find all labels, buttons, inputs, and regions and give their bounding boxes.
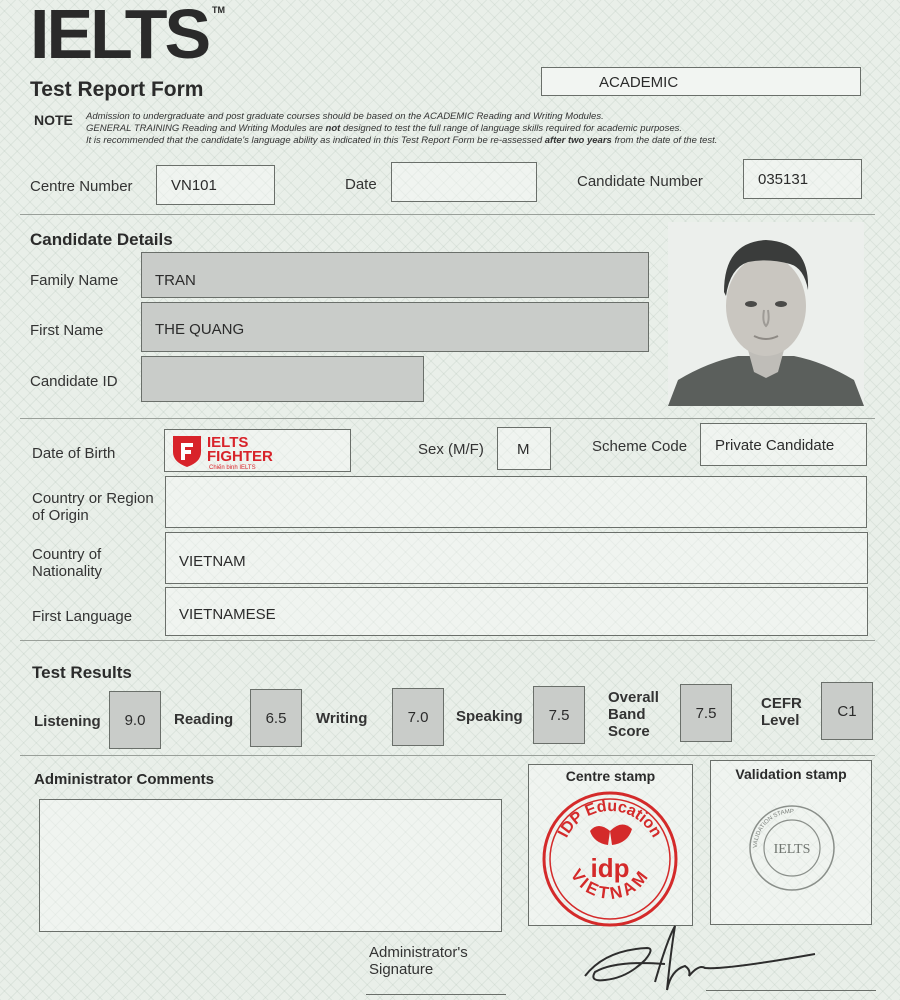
validation-ring-text: VALIDATION STAMP bbox=[752, 808, 794, 849]
first-name-label: First Name bbox=[30, 322, 104, 339]
nationality-label: Country of Nationality bbox=[32, 546, 103, 580]
dob-label: Date of Birth bbox=[32, 445, 116, 462]
validation-stamp-box bbox=[710, 760, 872, 925]
validation-seal bbox=[747, 803, 837, 893]
speaking-value: 7.5 bbox=[548, 706, 570, 724]
candidate-details-title: Candidate Details bbox=[30, 230, 173, 249]
family-name-label: Family Name bbox=[30, 272, 119, 289]
centre-number-value: VN101 bbox=[171, 177, 217, 194]
candidate-number-box bbox=[743, 159, 862, 199]
logo-line-1: IELTS bbox=[207, 434, 249, 451]
reading-score bbox=[250, 689, 302, 747]
sex-value: M bbox=[517, 441, 530, 458]
cefr-score bbox=[821, 682, 873, 740]
date-box bbox=[391, 162, 537, 202]
module-value: ACADEMIC bbox=[599, 74, 679, 91]
overall-label: Overall Band Score bbox=[608, 689, 659, 740]
centre-stamp-label: Centre stamp bbox=[565, 768, 656, 784]
idp-stamp bbox=[540, 787, 680, 927]
family-name-box bbox=[141, 252, 649, 298]
validation-center-text: IELTS bbox=[773, 842, 811, 857]
ielts-fighter-logo bbox=[171, 434, 291, 470]
sex-label: Sex (M/F) bbox=[418, 441, 484, 458]
idp-top-text: IDP Education bbox=[555, 797, 665, 841]
logo-tagline: Chiến binh IELTS bbox=[209, 465, 256, 471]
candidate-id-box bbox=[141, 356, 424, 402]
centre-stamp-box bbox=[528, 764, 693, 926]
family-name-value: TRAN bbox=[155, 272, 196, 289]
scheme-code-value: Private Candidate bbox=[715, 437, 835, 454]
speaking-label: Speaking bbox=[456, 708, 523, 725]
admin-comments-box bbox=[39, 799, 502, 932]
validation-stamp-label: Validation stamp bbox=[735, 766, 847, 782]
nationality-box bbox=[165, 532, 868, 584]
writing-value: 7.0 bbox=[407, 708, 429, 726]
candidate-photo bbox=[668, 222, 864, 406]
nationality-value: VIETNAM bbox=[179, 553, 246, 570]
note-line-3: It is recommended that the candidate's language ability as indicated in this Test Report Form be re-assessed after two years from the date of the test. bbox=[86, 135, 718, 146]
reading-value: 6.5 bbox=[265, 709, 287, 727]
scheme-code-label: Scheme Code bbox=[592, 438, 688, 455]
shield-icon bbox=[171, 434, 203, 468]
logo-line-2: FIGHTER bbox=[207, 448, 273, 465]
admin-signature-label: Administrator's Signature bbox=[369, 944, 468, 978]
listening-score bbox=[109, 691, 161, 749]
first-language-label: First Language bbox=[32, 608, 133, 625]
overall-value: 7.5 bbox=[695, 704, 717, 722]
divider-1 bbox=[20, 214, 875, 215]
first-name-value: THE QUANG bbox=[155, 321, 245, 338]
dob-box bbox=[164, 429, 351, 472]
listening-label: Listening bbox=[34, 713, 101, 730]
centre-number-box bbox=[156, 165, 275, 205]
candidate-number-label: Candidate Number bbox=[577, 173, 703, 190]
date-label: Date bbox=[345, 176, 377, 193]
reading-label: Reading bbox=[174, 711, 234, 728]
signature-scribble bbox=[575, 920, 825, 1000]
logo-text: IELTS bbox=[30, 0, 209, 73]
first-language-value: VIETNAMESE bbox=[179, 606, 276, 623]
scheme-code-box bbox=[700, 423, 867, 466]
candidate-number-value: 035131 bbox=[758, 171, 809, 188]
candidate-id-label: Candidate ID bbox=[30, 373, 118, 390]
country-origin-label: Country or Region of Origin bbox=[32, 490, 154, 524]
speaking-score bbox=[533, 686, 585, 744]
sex-box bbox=[497, 427, 551, 470]
cefr-value: C1 bbox=[837, 702, 857, 720]
admin-comments-label: Administrator Comments bbox=[34, 771, 215, 788]
module-box bbox=[541, 67, 861, 96]
cefr-label: CEFR Level bbox=[761, 695, 802, 729]
divider-3 bbox=[20, 640, 875, 641]
idp-mark: idp bbox=[590, 853, 630, 883]
writing-score bbox=[392, 688, 444, 746]
centre-number-label: Centre Number bbox=[30, 178, 133, 195]
country-origin-box bbox=[165, 476, 867, 528]
note-line-1: Admission to undergraduate and post graduate courses should be based on the ACADEMIC Reading and Writing Modules. bbox=[86, 111, 604, 122]
note-label: NOTE bbox=[34, 112, 73, 128]
note-body bbox=[86, 111, 806, 147]
ielts-logo bbox=[30, 0, 209, 73]
signature-line bbox=[366, 994, 506, 995]
first-language-box bbox=[165, 587, 868, 636]
divider-4 bbox=[20, 755, 875, 756]
note-line-2: GENERAL TRAINING Reading and Writing Modules are not designed to test the full range of language skills required for academic purposes. bbox=[86, 123, 683, 134]
listening-value: 9.0 bbox=[124, 711, 146, 729]
form-title: Test Report Form bbox=[30, 78, 204, 101]
overall-score bbox=[680, 684, 732, 742]
first-name-box bbox=[141, 302, 649, 352]
divider-2 bbox=[20, 418, 875, 419]
writing-label: Writing bbox=[316, 710, 368, 727]
test-results-title: Test Results bbox=[32, 663, 132, 682]
trademark-mark: TM bbox=[212, 5, 225, 15]
idp-bottom-text: VIETNAM bbox=[566, 865, 654, 904]
